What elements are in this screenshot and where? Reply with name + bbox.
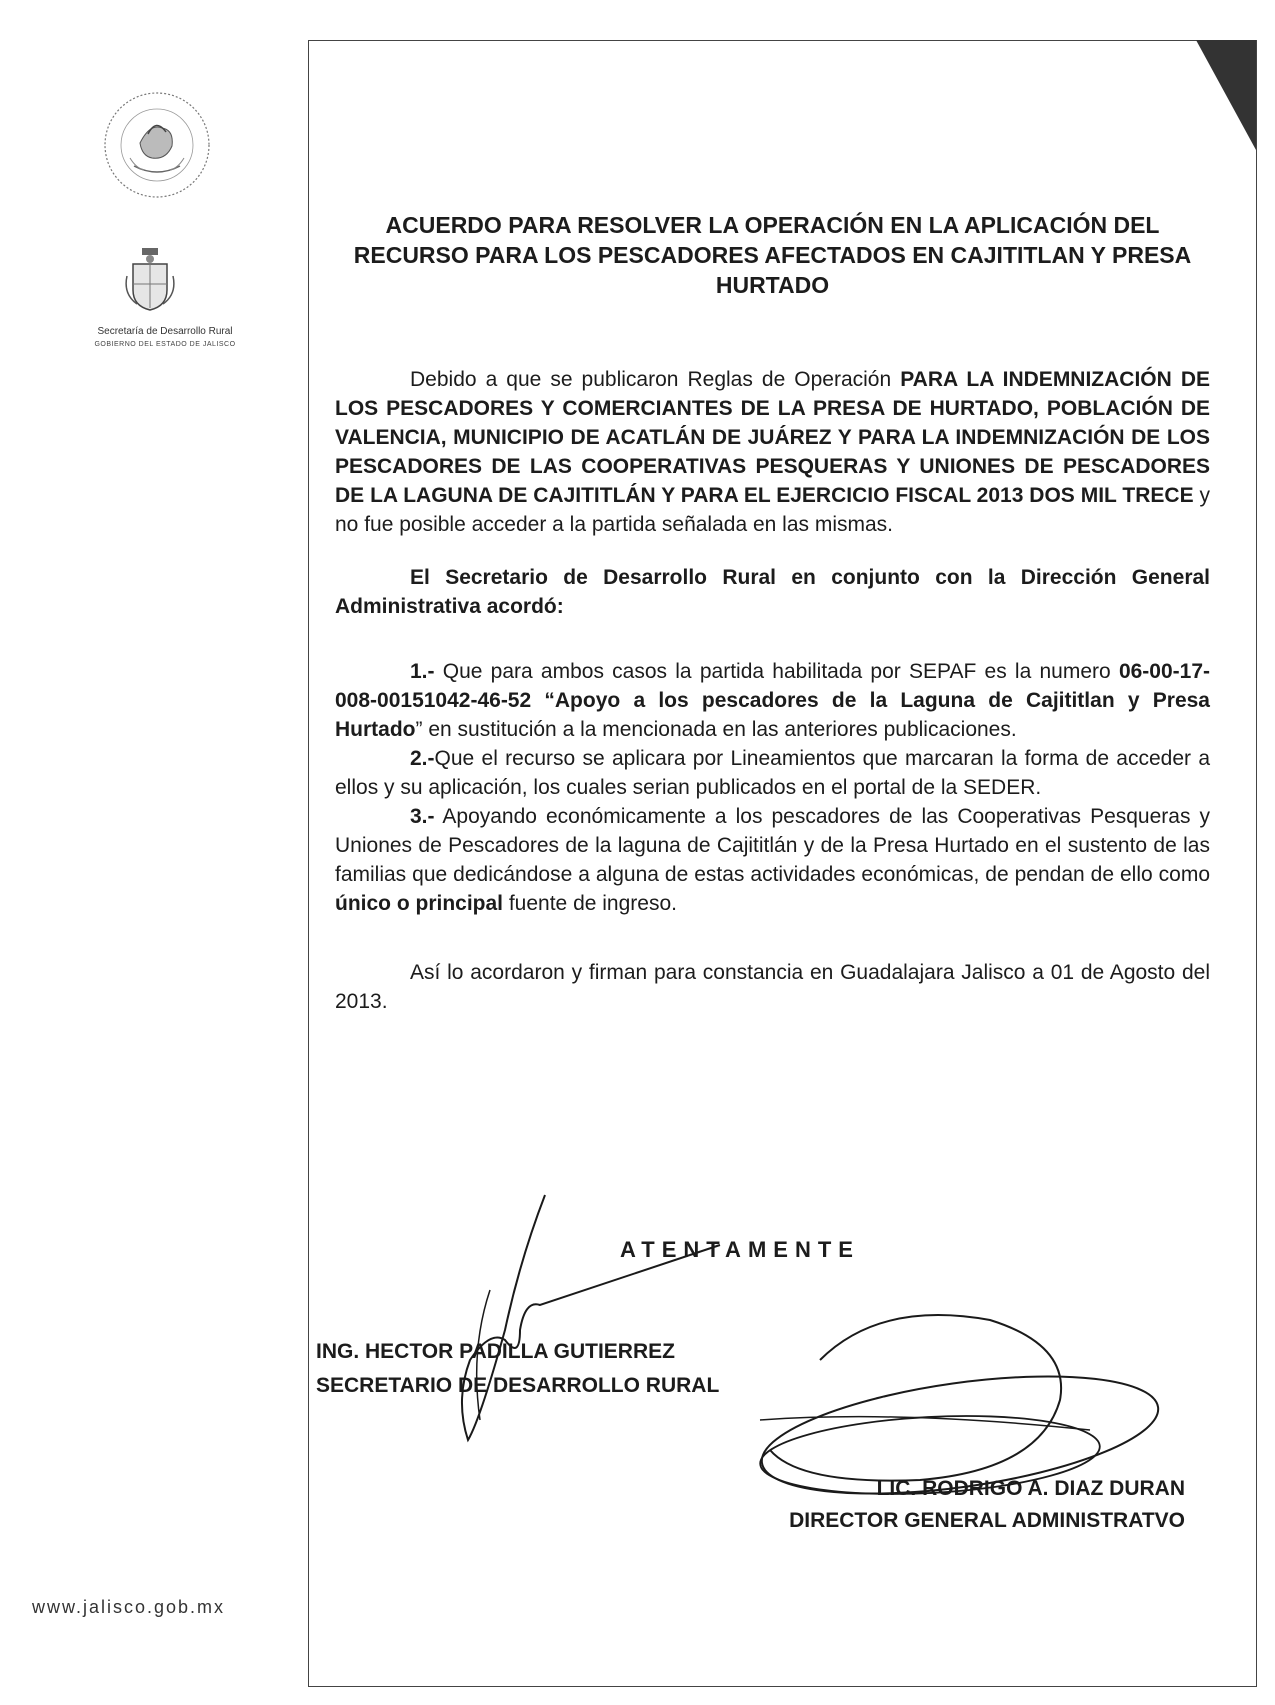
government-name: GOBIERNO DEL ESTADO DE JALISCO — [94, 341, 236, 348]
signatory-2-name: LIC. RODRIGO A. DIAZ DURAN — [876, 1477, 1185, 1500]
signatory-1-title: SECRETARIO DE DESARROLLO RURAL — [316, 1374, 720, 1397]
jalisco-crest-icon — [115, 246, 185, 316]
item-2: 2.-Que el recurso se aplicara por Lineamientos que marcaran la forma de acceder a ellos y su aplicación, los cuales serian publicados en el portal de la SEDER. — [335, 747, 1210, 799]
item-1: 1.- Que para ambos casos la partida habilitada por SEPAF es la numero 06-00-17-008-00151042-46-52 “Apoyo a los pescadores de la Laguna de Cajititlan y Presa Hurtado” en sustitución a la mencionada en las anteriores publicaciones. — [335, 660, 1210, 741]
atentamente-label: ATENTAMENTE — [620, 1237, 860, 1262]
document-title: ACUERDO PARA RESOLVER LA OPERACIÓN EN LA APLICACIÓN DEL RECURSO PARA LOS PESCADORES AFECTADOS EN CAJITITLAN Y PRESA HURTADO — [353, 212, 1192, 298]
mexican-coat-of-arms-seal — [100, 88, 215, 203]
document-body — [335, 210, 1210, 1040]
item-3: 3.- Apoyando económicamente a los pescadores de las Cooperativas Pesqueras y Uniones de Pescadores de la laguna de Cajititlán y de la Presa Hurtado en el sustento de las familias que dedicándose a alguna de estas actividades económicas, de pendan de ello como único o principal fuente de ingreso. — [335, 805, 1210, 915]
website-url: www.jalisco.gob.mx — [32, 1597, 226, 1617]
folded-corner-mark — [1196, 40, 1256, 150]
signatory-1 — [316, 1335, 719, 1403]
signatory-2 — [700, 1473, 1185, 1537]
closing-paragraph: Así lo acordaron y firman para constancia en Guadalajara Jalisco a 01 de Agosto del 2013. — [335, 961, 1210, 1013]
department-name: Secretaría de Desarrollo Rural — [97, 326, 233, 337]
paragraph-agreement: El Secretario de Desarrollo Rural en conjunto con la Dirección General Administrativa acordó: — [335, 566, 1210, 618]
signatory-2-title: DIRECTOR GENERAL ADMINISTRATVO — [789, 1509, 1185, 1532]
signatory-1-name: ING. HECTOR PADILLA GUTIERREZ — [316, 1340, 675, 1363]
paragraph-intro: Debido a que se publicaron Reglas de Operación PARA LA INDEMNIZACIÓN DE LOS PESCADORES Y COMERCIANTES DE LA PRESA DE HURTADO, POBLACIÓN DE VALENCIA, MUNICIPIO DE ACATLÁN DE JUÁREZ Y PARA LA INDEMNIZACIÓN DE LOS PESCADORES DE LAS COOPERATIVAS PESQUERAS Y UNIONES DE PESCADORES DE LA LAGUNA DE CAJITITLÁN Y PARA EL EJERCICIO FISCAL 2013 DOS MIL TRECE y no fue posible acceder a la partida señalada en las mismas. — [335, 368, 1211, 536]
letterhead-sidebar — [0, 0, 290, 1705]
